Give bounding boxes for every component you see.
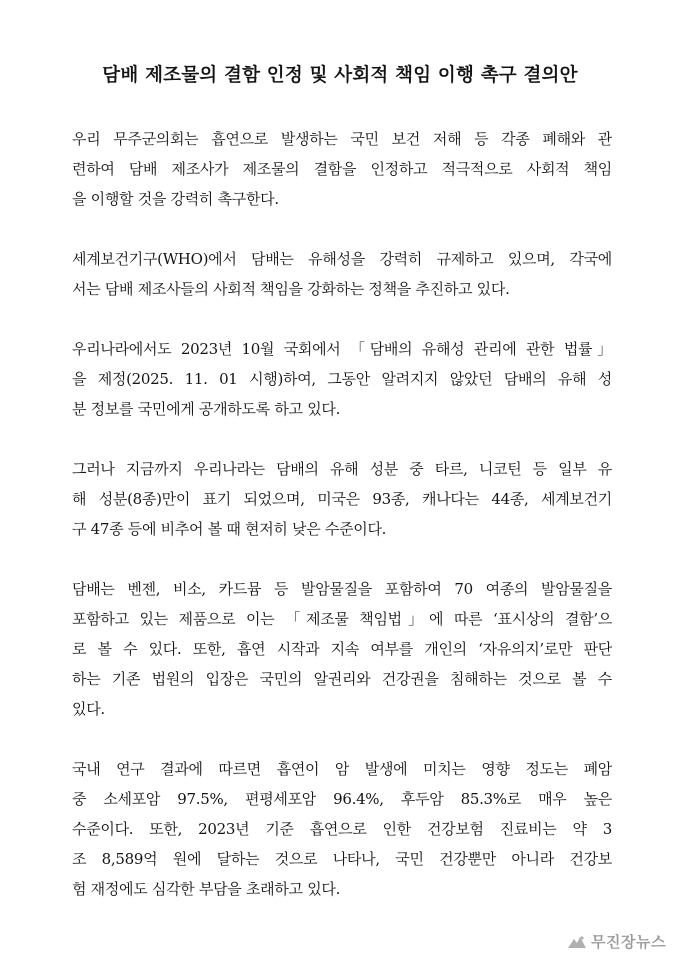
- paragraph-line: 련하여 담배 제조사가 제조물의 결함을 인정하고 적극적으로 사회적 책임: [72, 160, 612, 178]
- paragraph-6: [72, 754, 612, 904]
- paragraph-line: 세계보건기구(WHO)에서 담배는 유해성을 강력히 규제하고 있으며, 각국에: [72, 250, 612, 268]
- paragraph-line: 우리나라에서도 2023년 10월 국회에서 「담배의 유해성 관리에 관한 법률」: [72, 340, 612, 358]
- paragraph-line: 중 소세포암 97.5%, 편평세포암 96.4%, 후두암 85.3%로 매우 높은: [72, 790, 612, 808]
- paragraph-line: 분 정보를 국민에게 공개하도록 하고 있다.: [72, 400, 341, 418]
- document-title: 담배 제조물의 결함 인정 및 사회적 책임 이행 촉구 결의안: [102, 65, 578, 86]
- paragraph-4: [72, 454, 612, 544]
- paragraph-line: 담배는 벤젠, 비소, 카드뮴 등 발암물질을 포함하여 70 여종의 발암물질을: [72, 580, 612, 598]
- watermark-text: 무진장뉴스: [591, 933, 666, 951]
- paragraph-line: 험 재정에도 심각한 부담을 초래하고 있다.: [72, 880, 341, 898]
- paragraph-line: 로 볼 수 있다. 또한, 흡연 시작과 지속 여부를 개인의 ‘자유의지’로만 판단: [72, 640, 612, 658]
- news-watermark: [563, 929, 670, 954]
- paragraph-2: [72, 244, 612, 304]
- paragraph-3: [72, 334, 612, 424]
- paragraph-5: [72, 574, 612, 724]
- paragraph-line: 을 제정(2025. 11. 01 시행)하여, 그동안 알려지지 않았던 담배의 유해 성: [72, 370, 612, 388]
- paragraph-line: 하는 기존 법원의 입장은 국민의 알권리와 건강권을 침해하는 것으로 볼 수: [72, 670, 612, 688]
- paragraph-line: 을 이행할 것을 강력히 촉구한다.: [72, 190, 279, 208]
- paragraph-line: 해 성분(8종)만이 표기 되었으며, 미국은 93종, 캐나다는 44종, 세계보건기: [72, 490, 612, 508]
- mountain-logo-icon: [567, 934, 587, 950]
- paragraph-line: 수준이다. 또한, 2023년 기준 흡연으로 인한 건강보험 진료비는 약 3: [72, 820, 612, 838]
- paragraph-line: 조 8,589억 원에 달하는 것으로 나타나, 국민 건강뿐만 아니라 건강보: [72, 850, 612, 868]
- paragraph-line: 우리 무주군의회는 흡연으로 발생하는 국민 보건 저해 등 각종 폐해와 관: [72, 130, 612, 148]
- document-body: [72, 124, 612, 934]
- paragraph-line: 구 47종 등에 비추어 볼 때 현저히 낮은 수준이다.: [72, 520, 387, 538]
- paragraph-line: 있다.: [72, 700, 105, 718]
- paragraph-line: 서는 담배 제조사들의 사회적 책임을 강화하는 정책을 추진하고 있다.: [72, 280, 510, 298]
- paragraph-1: [72, 124, 612, 214]
- paragraph-line: 그러나 지금까지 우리나라는 담배의 유해 성분 중 타르, 니코틴 등 일부 유: [72, 460, 612, 478]
- paragraph-line: 포함하고 있는 제품으로 이는 「제조물 책임법」에 따른 ‘표시상의 결함’으: [72, 610, 612, 628]
- paragraph-line: 국내 연구 결과에 따르면 흡연이 암 발생에 미치는 영향 정도는 폐암: [72, 760, 612, 778]
